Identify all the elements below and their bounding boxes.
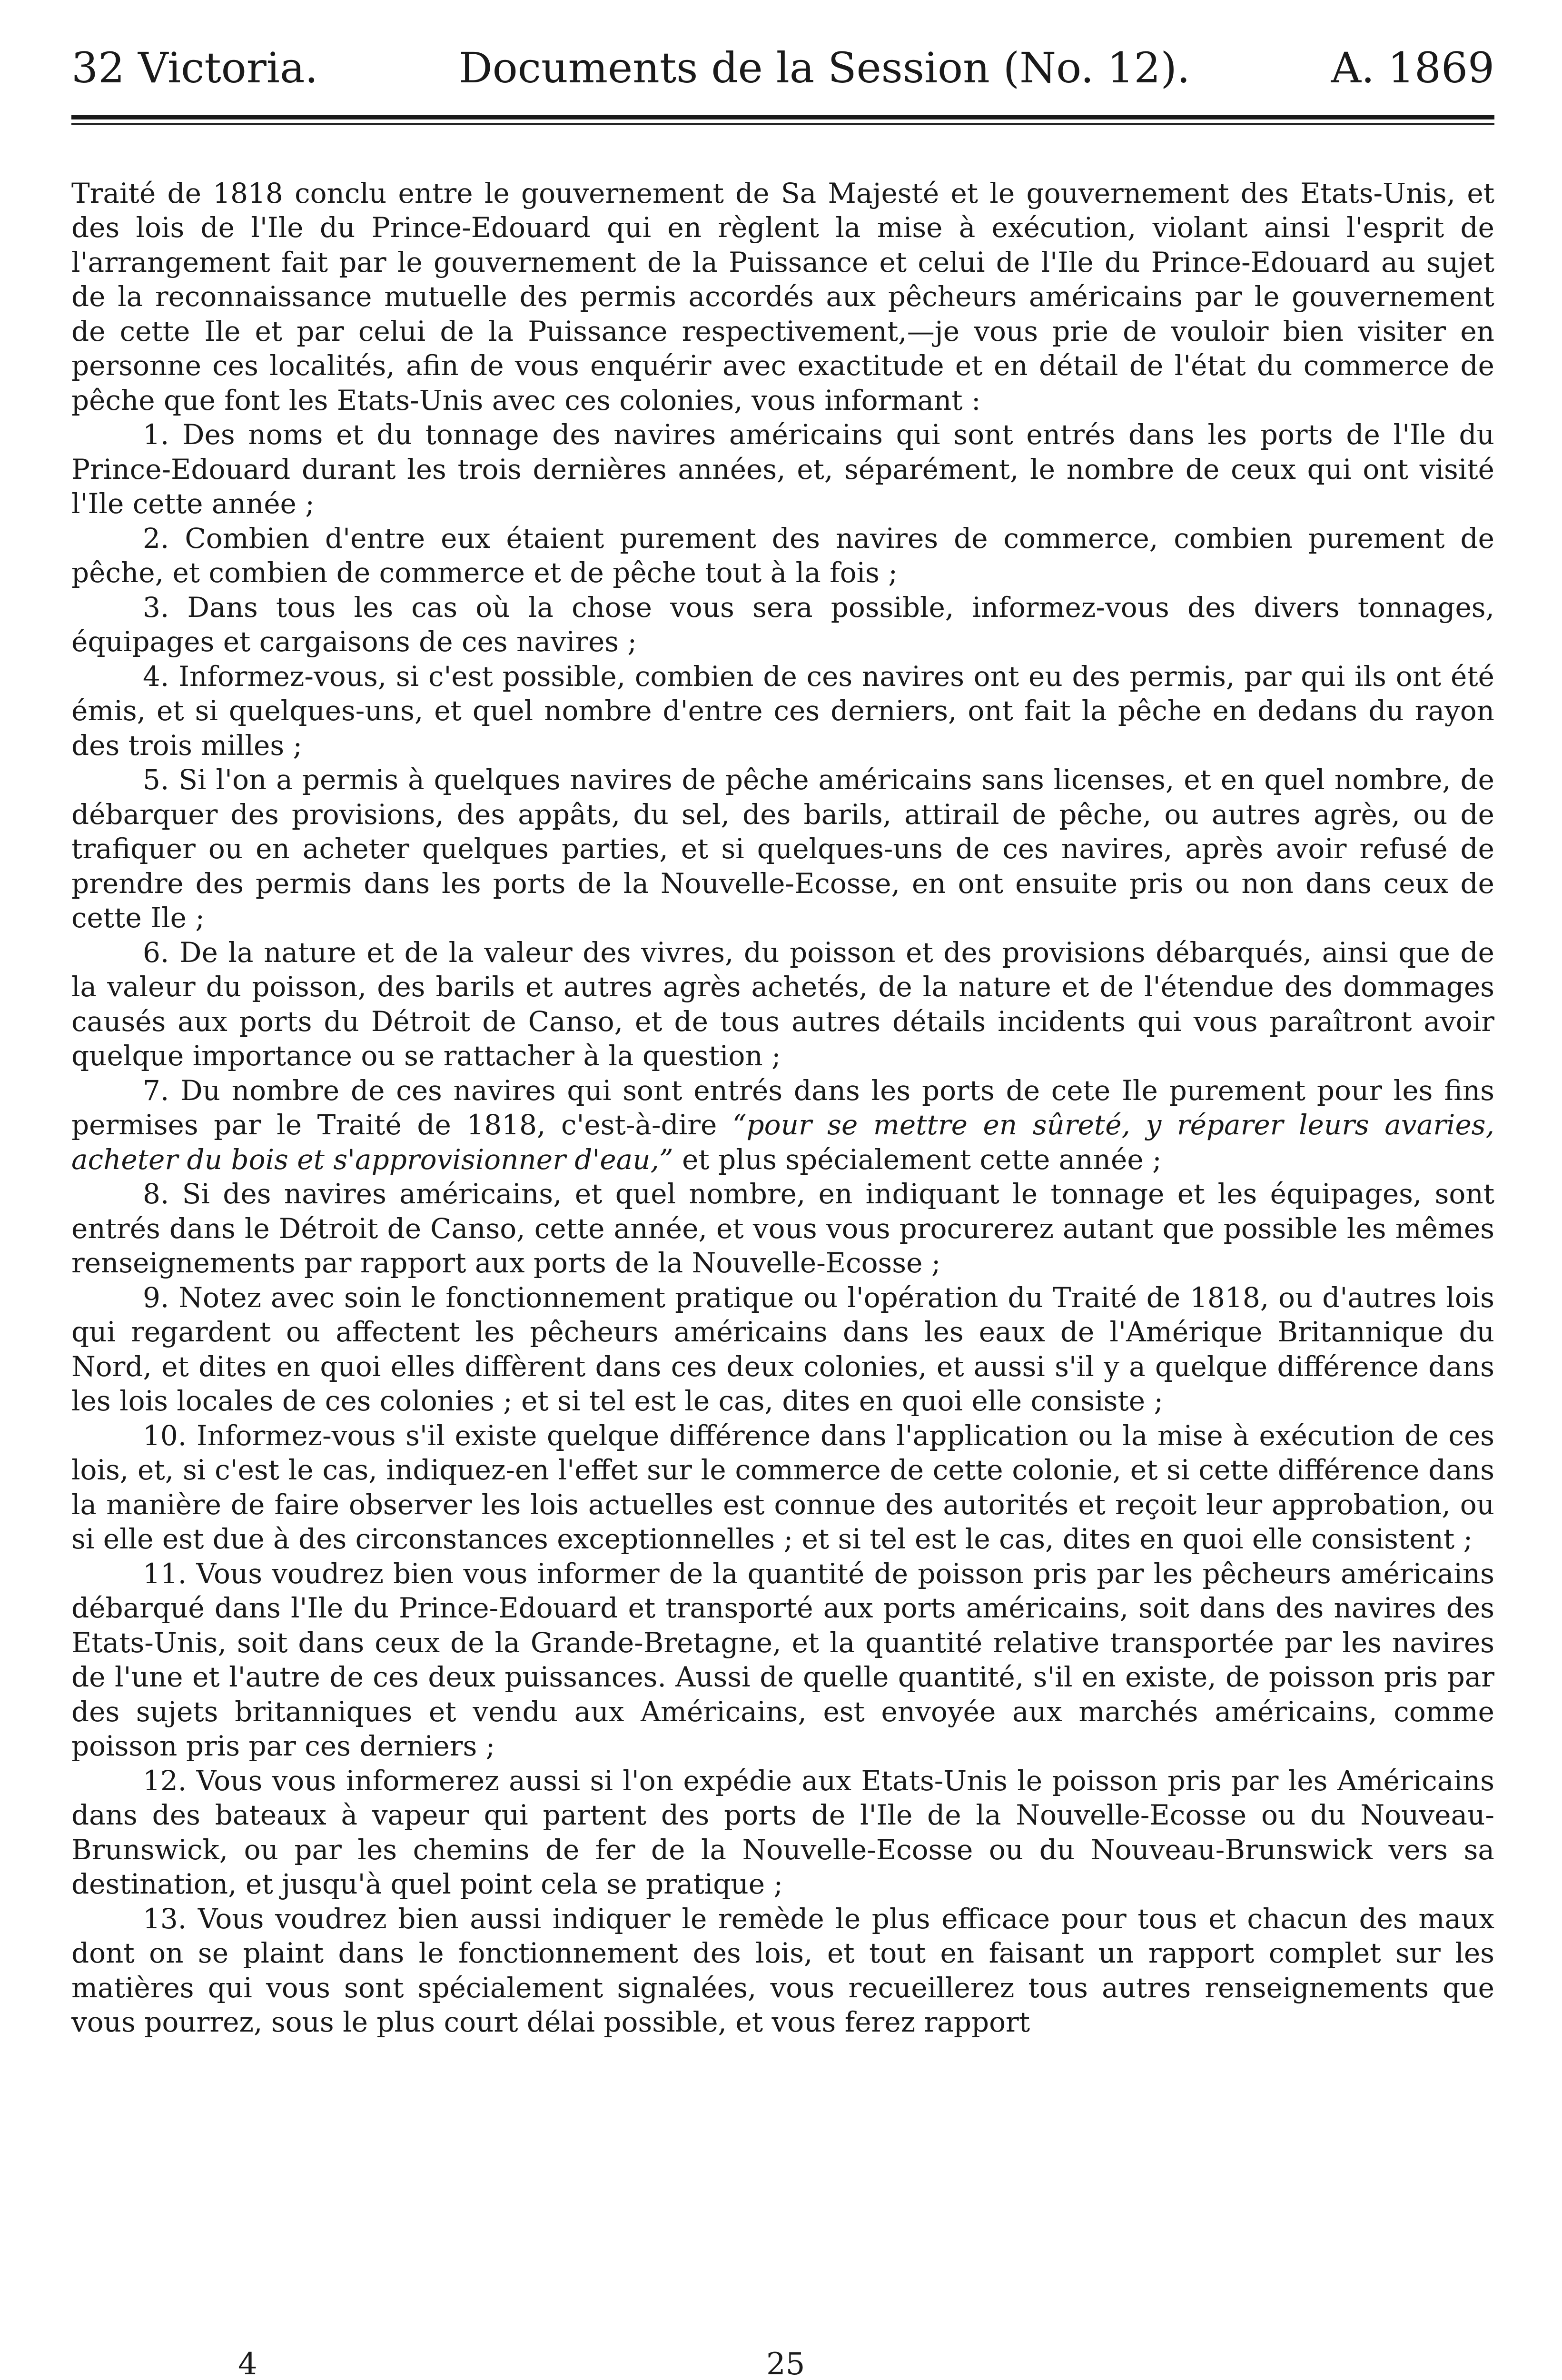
list-item: 3. Dans tous les cas où la chose vous sera possible, informez-vous des divers tonnages, équipages et cargaisons de ces navires ;	[71, 591, 1494, 658]
header-left: 32 Victoria.	[71, 43, 318, 92]
list-item: 4. Informez-vous, si c'est possible, combien de ces navires ont eu des permis, par qui ils ont été émis, et si quelques-uns, et quel nombre d'entre ces derniers, ont fait la pêche en dedans du rayon des trois milles ;	[71, 660, 1494, 762]
list-item-7	[71, 1073, 1494, 1177]
item-7-text: 7. Du nombre de ces navires qui sont entrés dans les ports de cete Ile purement pour les fins permises par le Traité de 1818, c'est-à-dire	[71, 1074, 1494, 1141]
list-item: 9. Notez avec soin le fonctionnement pratique ou l'opération du Traité de 1818, ou d'autres lois qui regardent ou affectent les pêcheurs américains dans les eaux de l'Amérique Britannique du Nord, et dites en quoi elles diffèrent dans ces deux colonies, et aussi s'il y a quelque différence dans les lois locales de ces colonies ; et si tel est le cas, dites en quoi elle consiste ;	[71, 1281, 1494, 1418]
intro-paragraph: Traité de 1818 conclu entre le gouvernement de Sa Majesté et le gouvernement des Etats-Unis, et des lois de l'Ile du Prince-Edouard qui en règlent la mise à exécution, violant ainsi l'esprit de l'arrangement fait par le gouvernement de la Puissance et celui de l'Ile du Prince-Edouard au sujet de la reconnaissance mutuelle des permis accordés aux pêcheurs américains par le gouvernement de cette Ile et par celui de la Puissance respectivement,—je vous prie de vouloir bien visiter en personne ces localités, afin de vous enquérir avec exactitude et en détail de l'état du commerce de pêche que font les Etats-Unis avec ces colonies, vous informant :	[71, 177, 1494, 416]
list-item: 5. Si l'on a permis à quelques navires de pêche américains sans licenses, et en quel nombre, de débarquer des provisions, des appâts, du sel, des barils, attirail de pêche, ou autres agrès, ou de trafiquer ou en acheter quelques parties, et si quelques-uns de ces navires, après avoir refusé de prendre des permis dans les ports de la Nouvelle-Ecosse, en ont ensuite pris ou non dans ceux de cette Ile ;	[71, 764, 1494, 934]
body-text	[71, 176, 1494, 2040]
item-7-tail: et plus spécialement cette année ;	[673, 1143, 1162, 1176]
list-item: 10. Informez-vous s'il existe quelque différence dans l'application ou la mise à exécution de ces lois, et, si c'est le cas, indiquez-en l'effet sur le commerce de cette colonie, et si cette différence dans la manière de faire observer les lois actuelles est connue des autorités et reçoit leur approbation, ou si elle est due à des circonstances exceptionnelles ; et si tel est le cas, dites en quoi elle consistent ;	[71, 1419, 1494, 1556]
list-item: 2. Combien d'entre eux étaient purement des navires de commerce, combien purement de pêche, et combien de commerce et de pêche tout à la fois ;	[71, 522, 1494, 589]
list-item: 8. Si des navires américains, et quel nombre, en indiquant le tonnage et les équipages, sont entrés dans le Détroit de Canso, cette année, et vous vous procurerez autant que possible les mêmes renseignements par rapport aux ports de la Nouvelle-Ecosse ;	[71, 1178, 1494, 1279]
header-rule-thick	[71, 115, 1494, 119]
list-item: 6. De la nature et de la valeur des vivres, du poisson et des provisions débarqués, ainsi que de la valeur du poisson, des barils et autres agrès achetés, de la nature et de l'étendue des dommages causés aux ports du Détroit de Canso, et de tous autres détails incidents qui vous paraîtront avoir quelque importance ou se rattacher à la question ;	[71, 936, 1494, 1072]
running-header	[71, 45, 1494, 91]
list-item: 1. Des noms et du tonnage des navires américains qui sont entrés dans les ports de l'Ile du Prince-Edouard durant les trois dernières années, et, séparément, le nombre de ceux qui ont visité l'Ile cette année ;	[71, 418, 1494, 520]
document-page	[71, 45, 1494, 2380]
signature-mark: 4	[238, 2347, 257, 2380]
header-title: Documents de la Session (No. 12).	[459, 43, 1190, 92]
page-number: 25	[766, 2347, 805, 2380]
header-rule-thin	[71, 123, 1494, 125]
list-item: 13. Vous voudrez bien aussi indiquer le remède le plus efficace pour tous et chacun des maux dont on se plaint dans le fonctionnement des lois, et tout en faisant un rapport complet sur les matières qui vous sont spécialement signalées, vous recueillerez tous autres renseignements que vous pourrez, sous le plus court délai possible, et vous ferez rapport	[71, 1902, 1494, 2039]
list-item: 11. Vous voudrez bien vous informer de la quantité de poisson pris par les pêcheurs américains débarqué dans l'Ile du Prince-Edouard et transporté aux ports américains, soit dans des navires des Etats-Unis, soit dans ceux de la Grande-Bretagne, et la quantité relative transportée par les navires de l'une et l'autre de ces deux puissances. Aussi de quelle quantité, s'il en existe, de poisson pris par des sujets britanniques et vendu aux Américains, est envoyée aux marchés américains, comme poisson pris par ces derniers ;	[71, 1557, 1494, 1763]
item-7-quote: “pour se mettre en sûreté, y réparer leurs avaries, acheter du bois et s'approvisionner d'eau,”	[71, 1109, 1494, 1176]
header-right: A. 1869	[1331, 43, 1494, 92]
list-item: 12. Vous vous informerez aussi si l'on expédie aux Etats-Unis le poisson pris par les Américains dans des bateaux à vapeur qui partent des ports de l'Ile de la Nouvelle-Ecosse ou du Nouveau-Brunswick, ou par les chemins de fer de la Nouvelle-Ecosse ou du Nouveau-Brunswick vers sa destination, et jusqu'à quel point cela se pratique ;	[71, 1764, 1494, 1901]
